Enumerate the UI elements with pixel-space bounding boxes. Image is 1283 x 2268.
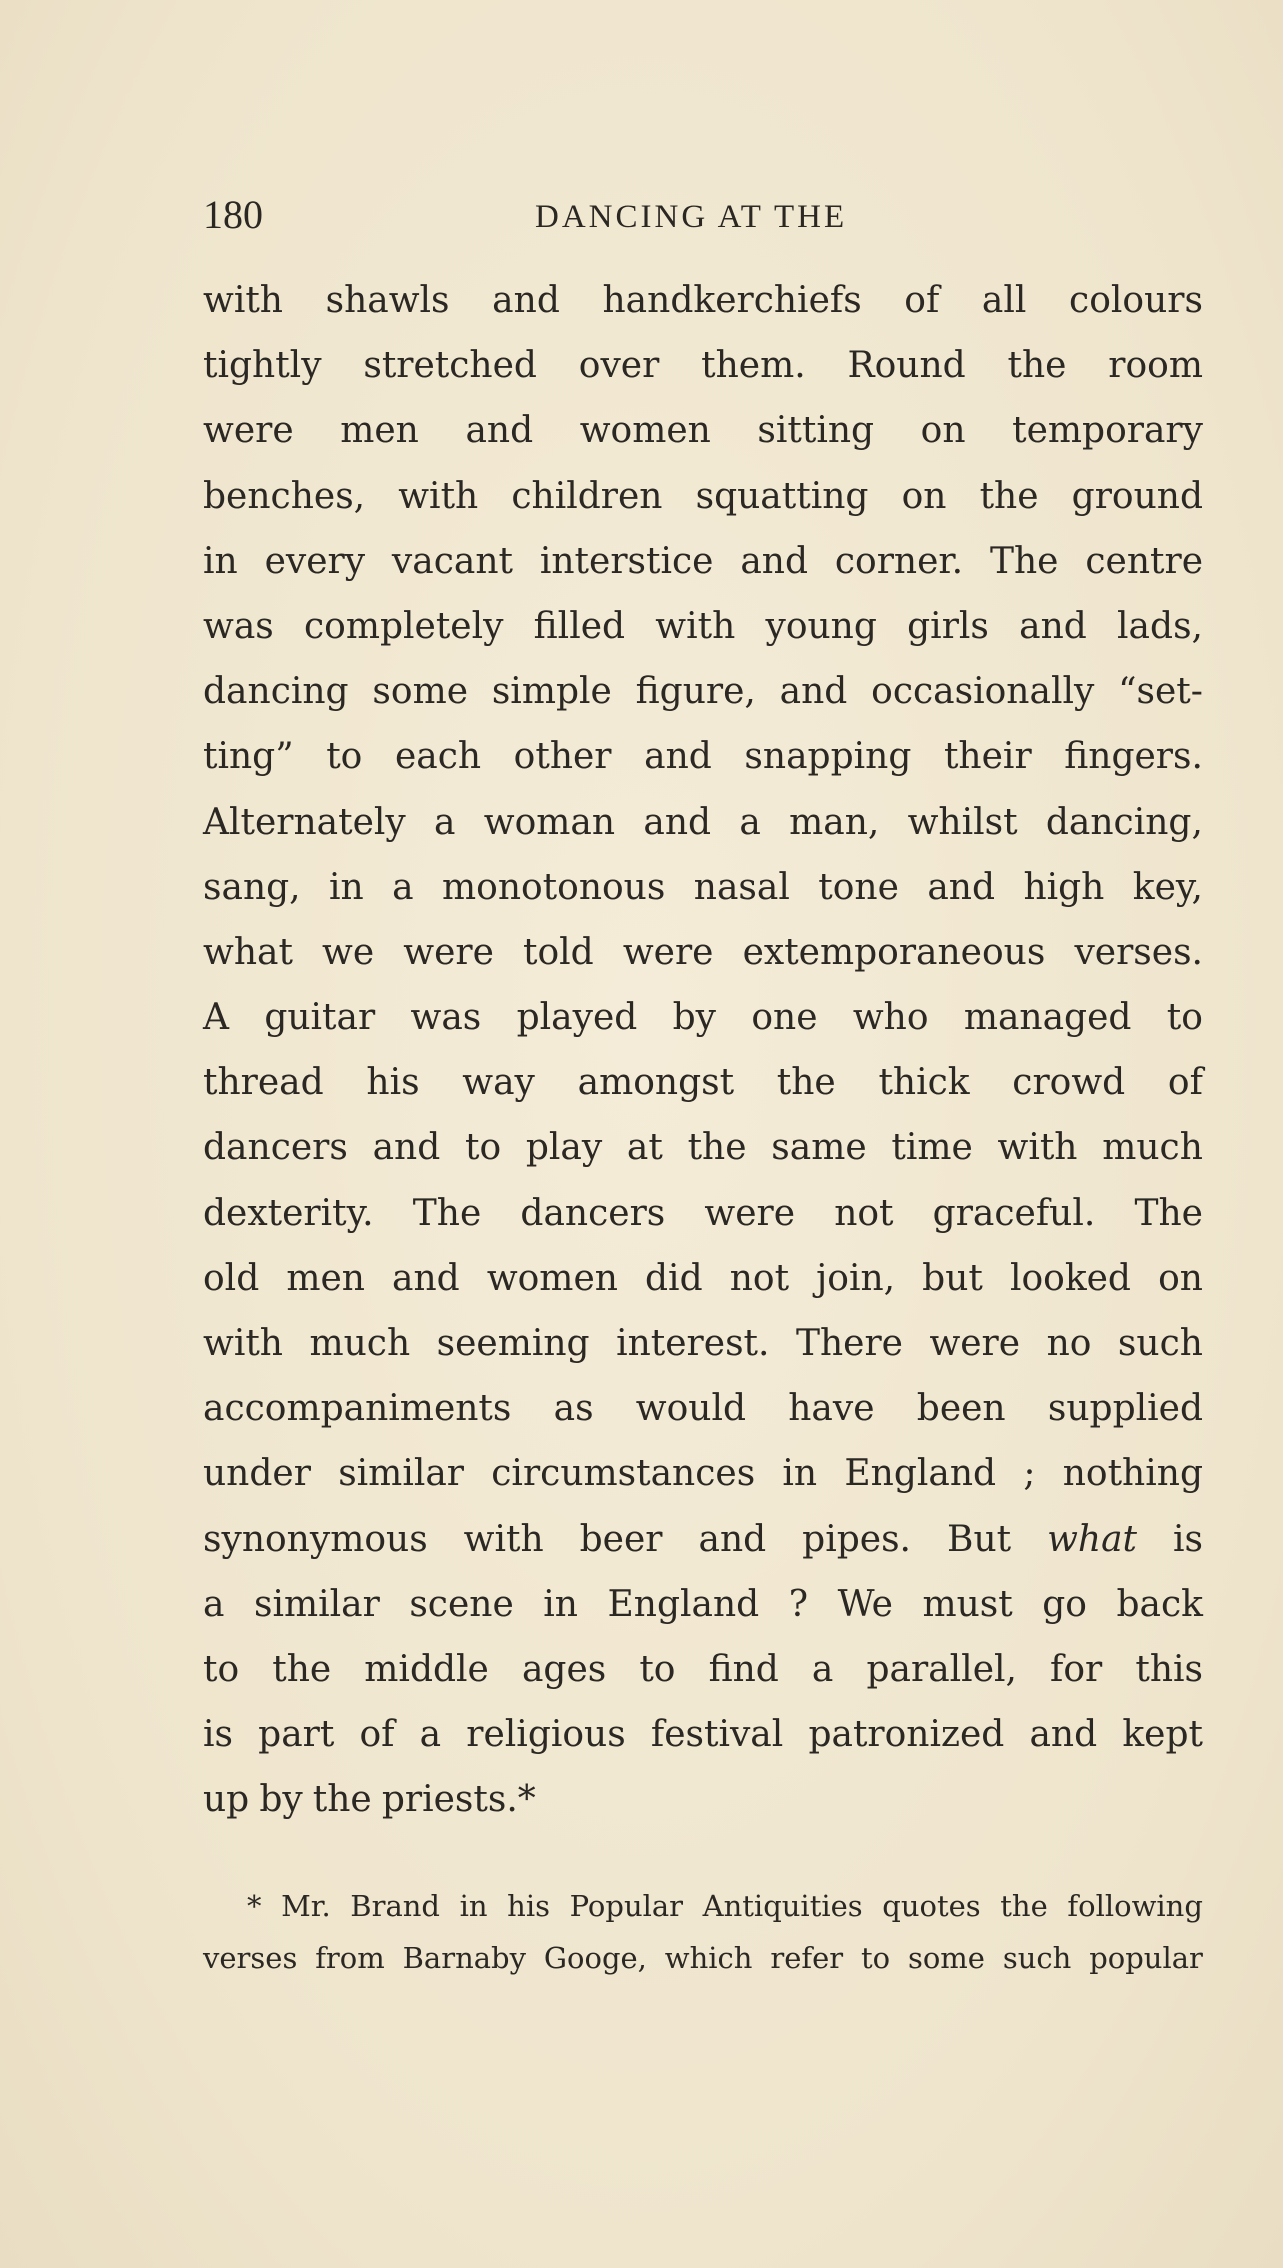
body-text-word: played: [516, 997, 638, 1039]
body-text-word: but: [922, 1257, 983, 1299]
body-text-word: as: [553, 1388, 594, 1430]
body-text-word: ages: [521, 1648, 607, 1690]
body-text-word: play: [525, 1127, 603, 1169]
body-text-word: and: [643, 801, 712, 843]
body-text-word: We: [837, 1583, 893, 1625]
body-text-word: back: [1116, 1583, 1203, 1625]
footnote-word: which: [664, 1941, 753, 1975]
body-text-word: festival: [650, 1714, 784, 1756]
body-text-word: and: [644, 736, 712, 778]
body-text-word: scene: [409, 1583, 514, 1625]
body-text-word: middle: [364, 1648, 489, 1690]
footnote: [203, 1880, 1203, 1984]
body-text-word: The: [989, 540, 1059, 582]
body-text-word: all: [981, 280, 1027, 321]
body-text-word: nothing: [1062, 1453, 1203, 1495]
body-text-word: by: [259, 1779, 303, 1821]
body-text-word: and: [392, 1257, 460, 1299]
body-text-line: [203, 1702, 1203, 1767]
body-text-word: and: [465, 410, 534, 452]
body-text-word: ground: [1071, 475, 1203, 517]
body-text-word: and: [779, 671, 848, 713]
body-text-line: [203, 464, 1203, 529]
body-text-word: simple: [491, 671, 612, 713]
body-text-line: [203, 659, 1203, 724]
footnote-word: Barnaby: [402, 1941, 527, 1975]
body-text-word: in: [203, 540, 238, 582]
body-text-word: was: [203, 605, 274, 647]
body-text-word: a: [203, 1583, 225, 1625]
body-text-word: thick: [878, 1062, 970, 1104]
body-text-word: young: [765, 605, 877, 647]
body-text-word: a: [392, 866, 414, 908]
body-text-word: girls: [907, 605, 989, 647]
body-text-word: pipes.: [802, 1518, 911, 1560]
body-text-word: beer: [579, 1518, 663, 1560]
body-text-word: colours: [1069, 280, 1203, 321]
body-text-word: by: [672, 997, 717, 1039]
body-text-word: room: [1108, 345, 1203, 387]
body-text-word: dancing,: [1045, 801, 1203, 843]
body-text-word: no: [1046, 1323, 1092, 1364]
body-text-line: [203, 333, 1203, 398]
footnote-line: [203, 1932, 1203, 1984]
body-text-word: every: [264, 540, 366, 582]
body-text-word: on: [920, 410, 966, 452]
body-text-word: children: [511, 475, 663, 517]
body-text-word: sitting: [757, 410, 875, 452]
body-text-line: [203, 855, 1203, 920]
body-text-word: priests.*: [381, 1779, 536, 1821]
body-text-word: a: [739, 801, 761, 843]
body-text-word: corner.: [834, 540, 964, 582]
body-text-word: and: [740, 540, 809, 582]
body-text-word: filled: [533, 605, 626, 647]
body-text-word: under: [203, 1453, 311, 1495]
body-text-word: patronized: [808, 1714, 1005, 1756]
body-text-word: whilst: [907, 801, 1018, 843]
body-text-word: women: [486, 1257, 618, 1299]
body-text-word: what: [1047, 1518, 1138, 1560]
body-text-word: and: [372, 1127, 441, 1169]
body-text-word: other: [513, 736, 612, 778]
body-text-word: was: [410, 997, 482, 1039]
body-text-line: [203, 790, 1203, 855]
body-text-word: to: [326, 736, 363, 778]
body-text-word: must: [922, 1583, 1013, 1625]
body-text-word: with: [655, 605, 736, 647]
body-text-word: have: [788, 1388, 875, 1430]
body-text-word: England: [844, 1453, 997, 1495]
body-text-word: find: [708, 1648, 779, 1690]
body-text-word: supplied: [1047, 1388, 1203, 1430]
footnote-word: quotes: [882, 1889, 981, 1923]
body-text-word: completely: [303, 605, 504, 647]
body-text-word: is: [203, 1714, 233, 1756]
body-text-word: to: [464, 1127, 502, 1169]
body-text-line: [203, 398, 1203, 463]
body-text-line: [203, 1050, 1203, 1115]
body-text-word: on: [1158, 1257, 1203, 1299]
body-text-word: handkerchiefs: [602, 280, 862, 321]
body-text-word: extemporaneous: [742, 931, 1046, 973]
body-text-word: centre: [1085, 540, 1203, 582]
footnote-word: popular: [1089, 1941, 1203, 1975]
body-text-word: fingers.: [1064, 736, 1203, 778]
body-text-word: go: [1042, 1583, 1087, 1625]
body-text-line: [203, 1507, 1203, 1572]
body-text-word: England: [607, 1583, 760, 1625]
body-text-line: [203, 529, 1203, 594]
body-text-line: [203, 985, 1203, 1050]
body-text-word: But: [946, 1518, 1012, 1560]
body-text-word: their: [943, 736, 1032, 778]
body-text-word: did: [645, 1257, 703, 1299]
body-text-word: looked: [1009, 1257, 1131, 1299]
body-text-word: we: [322, 931, 375, 973]
body-text-line: [203, 1181, 1203, 1246]
body-text-word: the: [272, 1648, 332, 1690]
footnote-word: his: [507, 1889, 550, 1923]
body-text-word: and: [492, 280, 560, 321]
body-text-line: [203, 1311, 1203, 1376]
body-text-word: one: [751, 997, 818, 1039]
body-text-word: some: [372, 671, 469, 713]
body-text-word: what: [203, 931, 293, 973]
page-header: [203, 190, 1203, 240]
body-text-word: managed: [963, 997, 1132, 1039]
body-text-word: this: [1135, 1648, 1203, 1690]
footnote-word: *: [247, 1889, 262, 1923]
body-text-word: Round: [847, 345, 966, 387]
body-text-word: circumstances: [491, 1453, 756, 1495]
body-text-word: a: [434, 801, 456, 843]
body-text-line: [203, 1767, 1203, 1832]
body-text-word: dancers: [203, 1127, 348, 1169]
body-text-word: temporary: [1012, 410, 1203, 452]
footnote-word: some: [907, 1941, 985, 1975]
body-text-line: [203, 1637, 1203, 1702]
body-text-word: interstice: [539, 540, 714, 582]
body-text-word: in: [782, 1453, 818, 1495]
body-text-word: shawls: [325, 280, 450, 321]
body-text-word: squatting: [695, 475, 869, 517]
body-text-word: told: [523, 931, 594, 973]
body-text-word: at: [626, 1127, 663, 1169]
body-text-word: men: [340, 410, 419, 452]
body-text-word: interest.: [616, 1323, 770, 1364]
body-text-word: the: [979, 475, 1039, 517]
body-text-word: A: [203, 997, 229, 1039]
body-text-word: parallel,: [866, 1648, 1017, 1690]
footnote-word: Popular: [569, 1889, 684, 1923]
body-text-word: dancing: [203, 671, 349, 713]
body-text-word: and: [698, 1518, 767, 1560]
body-text-word: men: [286, 1257, 365, 1299]
body-text-word: with: [203, 1323, 283, 1364]
body-text-word: a: [811, 1648, 834, 1690]
body-text-word: were: [704, 1192, 796, 1234]
body-text-word: were: [403, 931, 494, 973]
body-text-word: tone: [818, 866, 899, 908]
body-text-word: with: [203, 280, 283, 321]
body-text-word: such: [1117, 1323, 1203, 1364]
footnote-word: such: [1002, 1941, 1072, 1975]
body-text-word: were: [203, 410, 294, 452]
body-text-word: stretched: [363, 345, 537, 387]
body-text: [203, 268, 1203, 1833]
body-text-word: with: [398, 475, 479, 517]
footnote-word: refer: [770, 1941, 844, 1975]
body-text-word: kept: [1122, 1714, 1203, 1756]
body-text-word: tightly: [203, 345, 322, 387]
body-text-word: over: [578, 345, 660, 387]
body-text-word: not: [729, 1257, 790, 1299]
footnote-word: the: [1000, 1889, 1048, 1923]
body-text-word: each: [394, 736, 482, 778]
body-text-word: to: [203, 1648, 240, 1690]
body-text-word: to: [1166, 997, 1203, 1039]
body-text-word: amongst: [577, 1062, 735, 1104]
body-text-word: and: [927, 866, 996, 908]
body-text-word: old: [203, 1257, 260, 1299]
body-text-word: time: [891, 1127, 973, 1169]
body-text-word: snapping: [744, 736, 912, 778]
body-text-word: man,: [789, 801, 880, 843]
running-head: DANCING AT THE: [535, 199, 848, 235]
body-text-word: The: [1134, 1192, 1203, 1234]
footnote-word: following: [1067, 1889, 1203, 1923]
body-text-word: Alternately: [203, 801, 406, 843]
body-text-word: graceful.: [932, 1192, 1096, 1234]
body-text-word: would: [635, 1388, 747, 1430]
body-text-word: The: [412, 1192, 482, 1234]
body-text-word: of: [359, 1714, 395, 1756]
body-text-word: religious: [466, 1714, 626, 1756]
body-text-word: the: [312, 1779, 372, 1821]
body-text-word: with: [997, 1127, 1078, 1169]
body-text-word: guitar: [264, 997, 376, 1039]
footnote-word: Brand: [350, 1889, 440, 1923]
footnote-word: Googe,: [543, 1941, 647, 1975]
body-text-word: them.: [701, 345, 806, 387]
footnote-word: to: [860, 1941, 891, 1975]
body-text-word: of: [904, 280, 940, 321]
footnote-word: verses: [203, 1941, 298, 1975]
body-text-word: not: [834, 1192, 894, 1234]
body-text-word: crowd: [1012, 1062, 1126, 1104]
body-text-word: who: [852, 997, 929, 1039]
body-text-line: [203, 1115, 1203, 1180]
body-text-word: much: [309, 1323, 411, 1364]
body-text-word: is: [1173, 1518, 1203, 1560]
body-text-word: verses.: [1074, 931, 1203, 973]
body-text-word: woman: [483, 801, 616, 843]
body-text-word: his: [366, 1062, 420, 1104]
body-text-word: thread: [203, 1062, 324, 1104]
body-text-word: similar: [253, 1583, 380, 1625]
body-text-word: “set-: [1118, 671, 1203, 713]
body-text-word: ting”: [203, 736, 294, 778]
body-text-word: join,: [816, 1257, 896, 1299]
body-text-line: [203, 724, 1203, 789]
body-text-word: much: [1102, 1127, 1203, 1169]
body-text-word: There: [795, 1323, 903, 1364]
body-text-word: in: [543, 1583, 578, 1625]
body-text-line: [203, 594, 1203, 659]
body-text-word: a: [419, 1714, 442, 1756]
footnote-word: from: [315, 1941, 385, 1975]
body-text-word: lads,: [1117, 605, 1203, 647]
body-text-word: similar: [338, 1453, 465, 1495]
body-text-word: ?: [788, 1583, 809, 1625]
body-text-line: [203, 1441, 1203, 1506]
body-text-word: were: [622, 931, 714, 973]
body-text-word: in: [329, 866, 364, 908]
body-text-word: sang,: [203, 866, 301, 908]
page-number: 180: [203, 192, 263, 237]
body-text-word: to: [639, 1648, 676, 1690]
body-text-word: monotonous: [442, 866, 666, 908]
body-text-word: nasal: [693, 866, 790, 908]
body-text-word: key,: [1132, 866, 1203, 908]
footnote-line: [203, 1880, 1203, 1932]
footnote-word: in: [459, 1889, 488, 1923]
body-text-word: vacant: [391, 540, 513, 582]
body-text-word: with: [463, 1518, 544, 1560]
body-text-line: [203, 1572, 1203, 1637]
body-text-word: occasionally: [871, 671, 1095, 713]
body-text-word: on: [901, 475, 947, 517]
body-text-line: [203, 920, 1203, 985]
body-text-word: the: [1007, 345, 1067, 387]
body-text-word: for: [1050, 1648, 1103, 1690]
body-text-word: benches,: [203, 475, 366, 517]
body-text-word: high: [1023, 866, 1105, 908]
body-text-word: of: [1167, 1062, 1203, 1104]
body-text-word: figure,: [635, 671, 756, 713]
body-text-word: the: [776, 1062, 836, 1104]
body-text-word: same: [771, 1127, 867, 1169]
body-text-line: [203, 268, 1203, 333]
footnote-word: Mr.: [281, 1889, 331, 1923]
body-text-word: way: [462, 1062, 535, 1104]
body-text-word: and: [1029, 1714, 1098, 1756]
body-text-word: the: [687, 1127, 747, 1169]
body-text-word: dexterity.: [203, 1192, 374, 1234]
body-text-word: up: [203, 1779, 250, 1821]
body-text-word: been: [916, 1388, 1006, 1430]
footnote-word: Antiquities: [702, 1889, 863, 1923]
body-text-word: synonymous: [203, 1518, 428, 1560]
body-text-word: ;: [1023, 1453, 1036, 1495]
body-text-line: [203, 1246, 1203, 1311]
body-text-word: and: [1019, 605, 1087, 647]
body-text-word: seeming: [436, 1323, 590, 1364]
body-text-word: were: [929, 1323, 1021, 1364]
body-text-line: [203, 1376, 1203, 1441]
body-text-word: accompaniments: [203, 1388, 512, 1430]
body-text-word: women: [579, 410, 711, 452]
body-text-word: dancers: [520, 1192, 666, 1234]
body-text-word: part: [258, 1714, 335, 1756]
